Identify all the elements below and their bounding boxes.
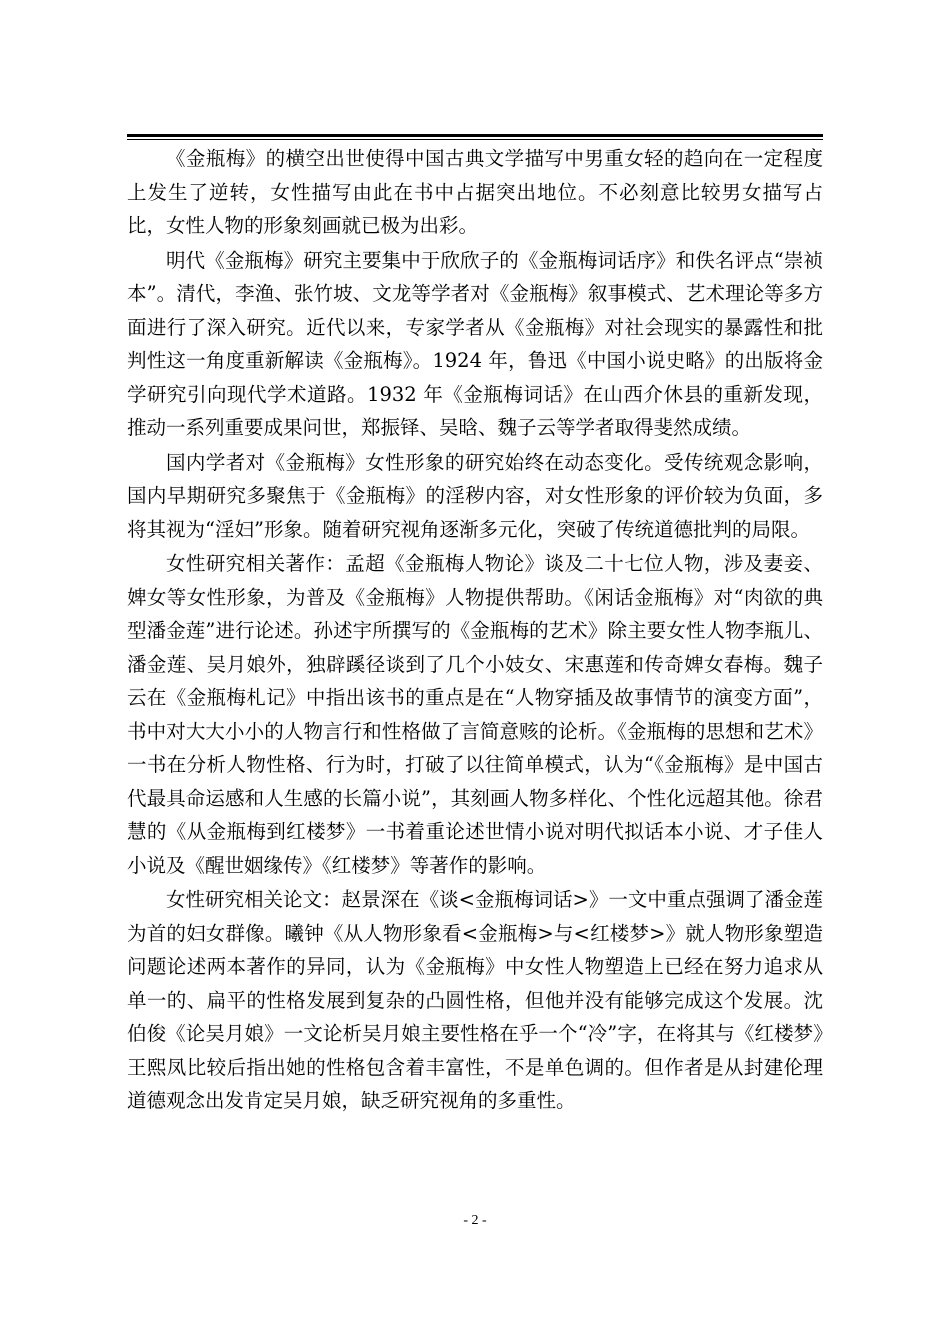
body-text [127, 142, 823, 1118]
paragraph: 女性研究相关论文：赵景深在《谈<金瓶梅词话>》一文中重点强调了潘金莲为首的妇女群像。曦钟《从人物形象看<金瓶梅>与<红楼梦>》就人物形象塑造问题论述两本著作的异同，认为《金瓶梅》中女性人物塑造上已经在努力追求从单一的、扁平的性格发展到复杂的凸圆性格，但他并没有能够完成这个发展。沈伯俊《论吴月娘》一文论析吴月娘主要性格在乎一个“冷”字，在将其与《红楼梦》王熙凤比较后指出她的性格包含着丰富性，不是单色调的。但作者是从封建伦理道德观念出发肯定吴月娘，缺乏研究视角的多重性。 [127, 888, 823, 1112]
paragraph: 明代《金瓶梅》研究主要集中于欣欣子的《金瓶梅词话序》和佚名评点“崇祯本”。清代，李渔、张竹坡、文龙等学者对《金瓶梅》叙事模式、艺术理论等多方面进行了深入研究。近代以来，专家学者从《金瓶梅》对社会现实的暴露性和批判性这一角度重新解读《金瓶梅》。1924 年，鲁迅《中国小说史略》的出版将金学研究引向现代学术道路。1932 年《金瓶梅词话》在山西介休县的重新发现，推动一系列重要成果问世，郑振铎、吴晗、魏子云等学者取得斐然成绩。 [127, 248, 823, 439]
header-rule-thick [127, 134, 823, 137]
paragraph: 《金瓶梅》的横空出世使得中国古典文学描写中男重女轻的趋向在一定程度上发生了逆转，女性描写由此在书中占据突出地位。不必刻意比较男女描写占比，女性人物的形象刻画就已极为出彩。 [127, 147, 823, 237]
header-rule-thin [127, 139, 823, 140]
page-number: - 2 - [463, 1213, 487, 1228]
paragraph: 女性研究相关著作：孟超《金瓶梅人物论》谈及二十七位人物，涉及妻妾、婢女等女性形象，为普及《金瓶梅》人物提供帮助。《闲话金瓶梅》对“肉欲的典型潘金莲”进行论述。孙述宇所撰写的《金瓶梅的艺术》除主要女性人物李瓶儿、潘金莲、吴月娘外，独辟蹊径谈到了几个小妓女、宋惠莲和传奇婢女春梅。魏子云在《金瓶梅札记》中指出该书的重点是在“人物穿插及故事情节的演变方面”，书中对大大小小的人物言行和性格做了言简意赅的论析。《金瓶梅的思想和艺术》一书在分析人物性格、行为时，打破了以往简单模式，认为“《金瓶梅》是中国古代最具命运感和人生感的长篇小说”，其刻画人物多样化、个性化远超其他。徐君慧的《从金瓶梅到红楼梦》一书着重论述世情小说对明代拟话本小说、才子佳人小说及《醒世姻缘传》《红楼梦》等著作的影响。 [127, 552, 823, 877]
paragraph: 国内学者对《金瓶梅》女性形象的研究始终在动态变化。受传统观念影响，国内早期研究多聚焦于《金瓶梅》的淫秽内容，对女性形象的评价较为负面，多将其视为“淫妇”形象。随着研究视角逐渐多元化，突破了传统道德批判的局限。 [127, 450, 823, 541]
